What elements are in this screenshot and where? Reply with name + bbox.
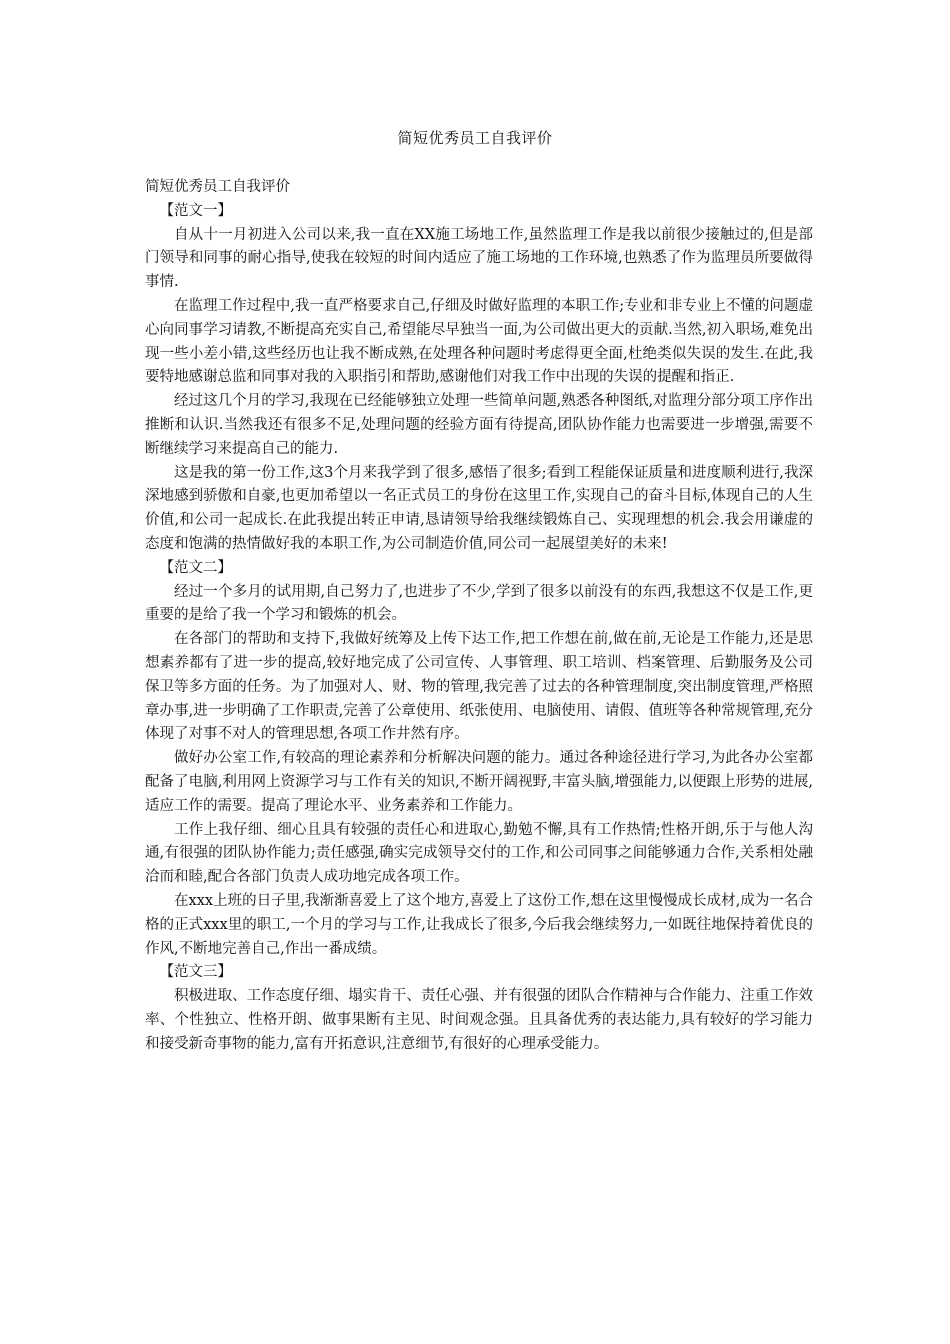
paragraph: 工作上我仔细、细心且具有较强的责任心和进取心,勤勉不懈,具有工作热情;性格开朗,乐于与他人沟通,有很强的团队协作能力;责任感强,确实完成领导交付的工作,和公司同事之间能够通力合作,关系相处融洽而和睦,配合各部门负责人成功地完成各项工作。 <box>145 821 813 886</box>
document-body <box>145 176 813 1056</box>
document-subtitle: 简短优秀员工自我评价 <box>145 179 290 195</box>
paragraph: 做好办公室工作,有较高的理论素养和分析解决问题的能力。通过各种途径进行学习,为此各办公室都配备了电脑,利用网上资源学习与工作有关的知识,不断开阔视野,丰富头脑,增强能力,以便跟上形势的进展,适应工作的需要。提高了理论水平、业务素养和工作能力。 <box>145 750 813 814</box>
paragraph: 这是我的第一份工作,这3个月来我学到了很多,感悟了很多;看到工程能保证质量和进度顺利进行,我深深地感到骄傲和自豪,也更加希望以一名正式员工的身份在这里工作,实现自己的奋斗目标,体现自己的人生价值,和公司一起成长.在此我提出转正申请,恳请领导给我继续锻炼自己、实现理想的机会.我会用谦虚的态度和饱满的热情做好我的本职工作,为公司制造价值,同公司一起展望美好的未来! <box>145 464 813 552</box>
section-heading-3: 【范文三】 <box>159 964 232 981</box>
paragraph: 自从十一月初进入公司以来,我一直在XX施工场地工作,虽然监理工作是我以前很少接触过的,但是部门领导和同事的耐心指导,使我在较短的时间内适应了施工场地的工作环境,也熟悉了作为监理员所要做得事情. <box>145 226 813 291</box>
paragraph: 在xxx上班的日子里,我渐渐喜爱上了这个地方,喜爱上了这份工作,想在这里慢慢成长成材,成为一名合格的正式xxx里的职工,一个月的学习与工作,让我成长了很多,今后我会继续努力,一如既往地保持着优良的作风,不断地完善自己,作出一番成绩。 <box>145 892 813 957</box>
paragraph: 在各部门的帮助和支持下,我做好统筹及上传下达工作,把工作想在前,做在前,无论是工作能力,还是思想素养都有了进一步的提高,较好地完成了公司宣传、人事管理、职工培训、档案管理、后勤服务及公司保卫等多方面的任务。为了加强对人、财、物的管理,我完善了过去的各种管理制度,突出制度管理,严格照章办事,进一步明确了工作职责,完善了公章使用、纸张使用、电脑使用、请假、值班等各种常规管理,充分体现了对事不对人的管理思想,各项工作井然有序。 <box>145 631 813 743</box>
paragraph: 经过这几个月的学习,我现在已经能够独立处理一些简单问题,熟悉各种图纸,对监理分部分项工序作出推断和认识.当然我还有很多不足,处理问题的经验方面有待提高,团队协作能力也需要进一步增强,需要不断继续学习来提高自己的能力. <box>145 393 813 457</box>
paragraph: 积极进取、工作态度仔细、塌实肯干、责任心强、并有很强的团队合作精神与合作能力、注重工作效率、个性独立、性格开朗、做事果断有主见、时间观念强。且具备优秀的表达能力,具有较好的学习能力和接受新奇事物的能力,富有开拓意识,注意细节,有很好的心理承受能力。 <box>145 988 813 1052</box>
section-heading-1: 【范文一】 <box>159 202 232 219</box>
paragraph: 在监理工作过程中,我一直严格要求自己,仔细及时做好监理的本职工作;专业和非专业上不懂的问题虚心向同事学习请教,不断提高充实自己,希望能尽早独当一面,为公司做出更大的贡献.当然,初入职场,难免出现一些小差小错,这些经历也让我不断成熟,在处理各种问题时考虑得更全面,杜绝类似失误的发生.在此,我要特地感谢总监和同事对我的入职指引和帮助,感谢他们对我工作中出现的失误的提醒和指正. <box>145 297 813 386</box>
document-title: 简短优秀员工自我评价 <box>397 129 553 147</box>
section-heading-2: 【范文二】 <box>159 559 232 576</box>
paragraph: 经过一个多月的试用期,自己努力了,也进步了不少,学到了很多以前没有的东西,我想这不仅是工作,更重要的是给了我一个学习和锻炼的机会。 <box>145 583 813 624</box>
